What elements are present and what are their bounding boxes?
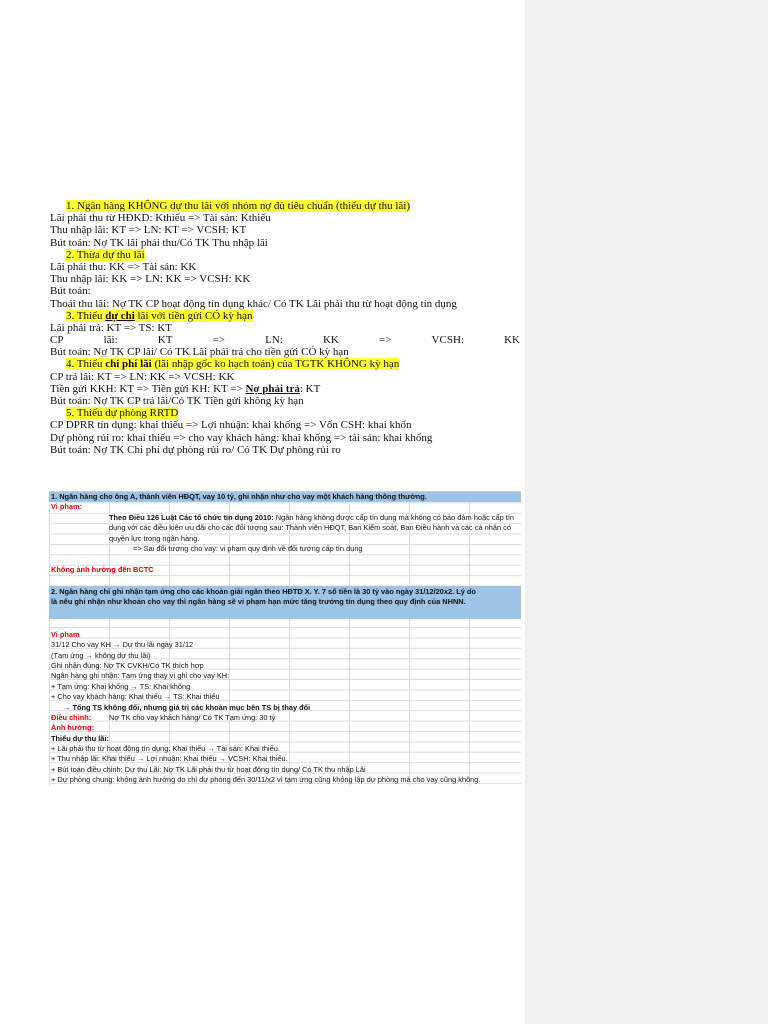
law-conclusion: => Sai đối tượng cho vay: vi phạm quy định về đối tượng cấp tín dụng [133,544,363,553]
blank-row [49,619,521,629]
text-line: CP trả lãi: KT => LN: KK => VCSH: KK [50,370,235,383]
sheet-row: + Tạm ứng: Khai khống → TS: Khai khống [51,681,191,691]
sheet-row: + Bút toán điều chỉnh: Dự thu Lãi: Nợ TK Lãi phải thu từ hoạt động tín dụng/ Có TK thu nhập Lãi [51,764,366,774]
text-line: Thu nhập lãi: KK => LN: KK => VCSH: KK [50,273,251,286]
sheet-row: Ngân hàng ghi nhận: Tạm ứng thay vì ghi cho vay KH: [51,671,230,681]
text-line: Lãi phải thu: KK => Tài sản: KK [50,260,197,273]
case-2-header: 2. Ngân hàng chỉ ghi nhận tạm ứng cho các khoản giải ngân theo HĐTD X. Y. 7 số tiền là 30 tỷ vào ngày 31/12/20x2. Lý do là nếu ghi nhận như khoản cho vay thì ngân hàng sẽ vi phạm hạn mức tăng trưởng tín dụng theo quy định của NHNN. [49,586,521,620]
text-line: Lãi phải thu từ HĐKD: Kthiếu => Tài sản: Kthiếu [50,212,271,225]
impact-label: Ảnh hưởng: [51,723,95,733]
text-line: Tiền gửi KKH: KT => Tiền gửi KH: KT => Nợ phải trả: KT [50,382,321,395]
sheet-row: + Thu nhập lãi: Khai thiếu → Lợi nhuận: Khai thiếu → VCSH: Khai thiếu. [51,754,288,764]
text-line: CP DPRR tín dụng: khai thiếu => Lợi nhuận: khai khống => Vốn CSH: khai khốn [50,419,412,432]
text-line: Bút toán: Nợ TK lãi phải thu/Có TK Thu nhập lãi [50,236,268,249]
no-impact-label: Không ảnh hưởng đến BCTC [51,564,154,574]
text-line: Lãi phải trả: KT => TS: KT [50,321,172,334]
case-1-header: 1. Ngân hàng cho ông A, thành viên HĐQT, vay 10 tỷ, ghi nhận như cho vay một khách hàng thông thường. [49,492,521,502]
sheet-row: (Tạm ứng → không dự thu lãi) [51,650,151,660]
text-line: Bút toán: [50,285,91,298]
sheet-row-total: → Tổng TS không đổi, nhưng giá trị các khoản mục bên TS bị thay đổi [63,702,311,712]
sheet-row: + Dự phòng chung: không ảnh hưởng do chỉ dự phòng đến 30/11/x2 vì tạm ứng cũng không lập dự phòng mà cho vay cũng không. [51,775,481,785]
violation-label-2: Vi phạm [51,629,80,639]
heading-3: 3. Thiếu dự chi lãi với tiền gửi CÓ kỳ hạn [66,309,253,322]
sheet-row-subheading: Thiếu dự thu lãi: [51,733,109,743]
sheet-row: + Cho vay khách hàng: Khai thiếu → TS: Khai thiếu [51,692,220,702]
text-line: Bút toán: Nợ TK CP lãi/ Có TK Lãi phải trả cho tiền gửi CÓ kỳ hạn [50,346,349,359]
heading-2: 2. Thừa dự thu lãi [66,248,145,261]
text-line: Thu nhập lãi: KT => LN: KT => VCSH: KT [50,224,247,237]
sheet-row: 31/12 Cho vay KH → Dự thu lãi ngày 31/12 [51,640,194,650]
text-line: Dự phòng rủi ro: khai thiếu => cho vay khách hàng: khai khống => tài sản: khai khống [50,431,433,444]
spreadsheet-snippet [49,491,521,786]
sheet-row: Ghi nhận đúng: Nợ TK CVKH/Có TK thích hợp [51,660,204,670]
blank-row [49,575,521,585]
sheet-row: + Lãi phải thu từ hoạt động tín dụng: Khai thiếu → Tài sản: Khai thiếu. [51,744,280,754]
notes-section [50,200,520,456]
comment-margin [525,0,768,1024]
text-line: Bút toán: Nợ TK CP trả lãi/Có TK Tiền gửi không kỳ hạn [50,395,304,407]
text-line: Thoái thu lãi: Nợ TK CP hoạt động tín dụng khác/ Có TK Lãi phải thu từ hoạt động tín dụng [50,297,457,310]
justified-line: CP lãi: KT => LN: KK => VCSH: KK [50,334,520,347]
heading-4: 4. Thiếu chi phí lãi (lãi nhập gốc ko hạch toán) của TGTK KHÔNG kỳ hạn [66,358,400,371]
heading-5: 5. Thiếu dự phòng RRTD [66,407,179,420]
adjustment-row: Điều chỉnh: Nợ TK cho vay khách hàng/ Có TK Tạm ứng: 30 tỷ [51,712,276,722]
law-text: Theo Điều 126 Luật Các tổ chức tín dụng 2010: Ngân hàng không được cấp tín dụng mà không có bảo đảm hoặc cấp tín dụng với các điều kiện ưu đãi cho các đối tượng sau: Thành viên HĐQT, Ban Kiểm soát, Ban Điều hành và các cá nhân có quyền lực trong ngân hàng. [109,512,514,543]
heading-1: 1. Ngân hàng KHÔNG dự thu lãi với nhóm nợ đủ tiêu chuẩn (thiếu dự thu lãi) [66,200,411,212]
text-line: Bút toán: Nợ TK Chi phí dự phòng rủi ro/ Có TK Dự phòng rủi ro [50,443,341,456]
blank-row [49,554,521,564]
violation-label: Vi phạm: [51,502,83,512]
